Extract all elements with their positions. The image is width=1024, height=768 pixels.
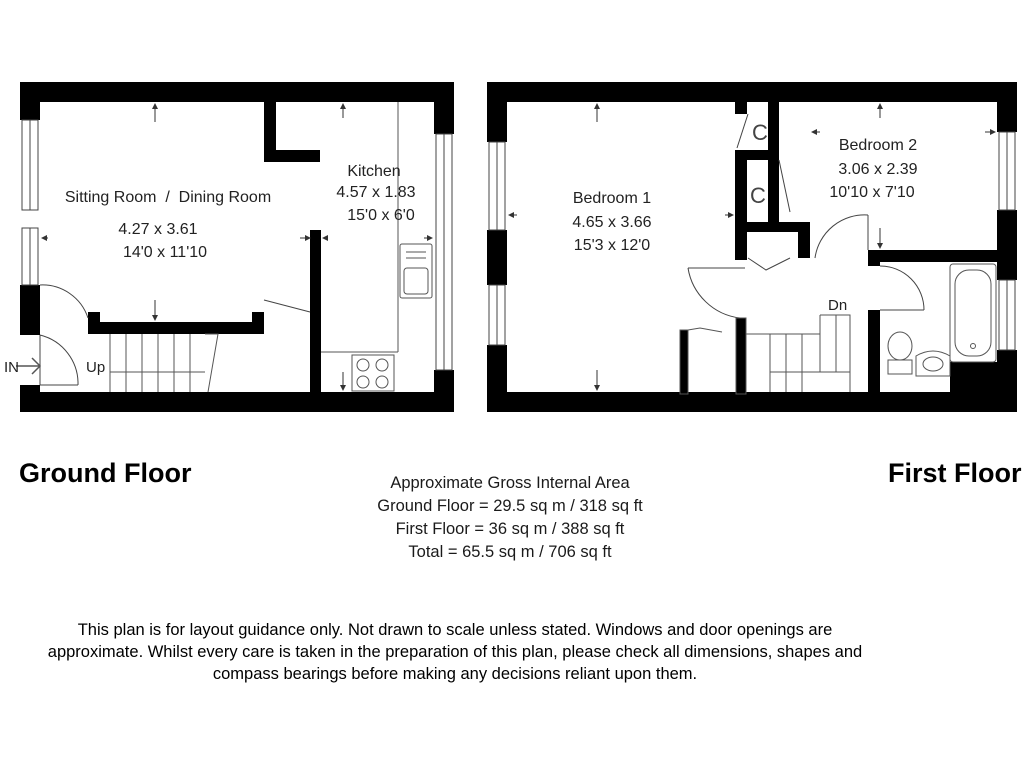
gf-wall-left-mid [20, 285, 40, 335]
gf-wall-left-bottom [20, 385, 40, 412]
gf-entrance-door [40, 335, 78, 385]
bedroom1-name: Bedroom 1 [572, 190, 652, 207]
kitchen-metric: 4.57 x 1.83 [336, 184, 416, 201]
gf-kitchen-counter [321, 102, 401, 352]
area-ground-floor: Ground Floor = 29.5 sq m / 318 sq ft [377, 497, 643, 515]
gf-kitchen-door [264, 300, 310, 312]
ff-bed2-door [815, 215, 868, 258]
disclaimer-text: This plan is for layout guidance only. Not drawn to scale unless stated. Windows and door openings are approximate. Whilst every care is taken in the preparation of this plan, please check all dimensions, shapes and compass bearings before making any decisions reliant upon them. [47, 621, 863, 683]
gf-kitchen-hob [352, 355, 394, 391]
area-heading: Approximate Gross Internal Area [390, 474, 630, 492]
bedroom2-metric: 3.06 x 2.39 [838, 161, 918, 178]
gf-kitchen-sink [400, 244, 432, 298]
gf-window-right [436, 134, 452, 370]
sitting-room-imperial: 14'0 x 11'10 [122, 244, 208, 261]
bedroom2-name: Bedroom 2 [838, 137, 918, 154]
ff-basin [916, 351, 950, 376]
sitting-room-metric: 4.27 x 3.61 [118, 221, 198, 238]
bedroom2-imperial: 10'10 x 7'10 [829, 184, 915, 201]
gf-dimension-arrows [42, 104, 432, 390]
ff-bed1-door [688, 268, 745, 318]
gf-wall-right-bottom [434, 370, 454, 412]
ff-stairs-label: Dn [828, 297, 848, 314]
kitchen-imperial: 15'0 x 6'0 [347, 207, 415, 224]
ff-staircase [746, 315, 850, 392]
ff-wall-top [487, 82, 1017, 102]
gross-area-summary [300, 472, 720, 564]
gf-wall-right-top [434, 82, 454, 134]
gf-wall-left-top [20, 82, 40, 120]
area-total: Total = 65.5 sq m / 706 sq ft [408, 543, 612, 561]
ff-wall-left-top [487, 82, 507, 142]
ff-bath-corner [950, 362, 1000, 394]
ff-landing-wall [798, 222, 810, 258]
bedroom1-metric: 4.65 x 3.66 [572, 214, 652, 231]
area-first-floor: First Floor = 36 sq m / 388 sq ft [395, 520, 625, 538]
cupboard-label-2: C [750, 183, 766, 208]
gf-hall-door [40, 285, 88, 318]
gf-hall-wall-top [88, 322, 263, 334]
ff-wall-bottom [487, 392, 1017, 412]
ff-bath-wall [868, 310, 880, 394]
ff-landing-walls [680, 318, 746, 394]
ff-bed2-bottom-wall [868, 250, 998, 262]
gf-kitchen-partition [310, 230, 321, 394]
ff-cupboard-wall-d [768, 100, 779, 222]
gf-wall-top [20, 82, 454, 102]
ff-wall-left-bottom [487, 345, 507, 412]
ff-wall-right-mid [997, 210, 1017, 280]
ff-cupboard-wall-b [735, 150, 747, 260]
gf-staircase [110, 334, 218, 392]
ff-bed2-bottom-wall-b [868, 250, 880, 266]
cupboard-label-1: C [752, 120, 768, 145]
entrance-label: IN [4, 359, 19, 376]
gf-wall-bottom [20, 392, 454, 412]
ff-toilet [888, 332, 912, 374]
ff-wall-right-top [997, 82, 1017, 132]
gf-chimney-wall-2 [264, 150, 320, 162]
ff-bathtub [950, 264, 996, 362]
ground-floor-title: Ground Floor [19, 458, 192, 488]
first-floor-title: First Floor [888, 458, 1022, 488]
ff-cupboard-wall-a [735, 100, 747, 114]
gf-stairs-label: Up [86, 359, 106, 376]
gf-window-left [22, 120, 38, 285]
gf-entry-arrow-icon [16, 358, 40, 374]
ff-bath-door [880, 266, 924, 310]
ground-floor-plan [4, 82, 454, 412]
gf-hall-wall-right [252, 312, 264, 334]
first-floor-plan [487, 82, 1017, 412]
bedroom1-imperial: 15'3 x 12'0 [573, 237, 651, 254]
kitchen-name: Kitchen [347, 163, 401, 180]
ff-wall-left-mid [487, 230, 507, 285]
sitting-room-name: Sitting Room / Dining Room [64, 189, 272, 206]
